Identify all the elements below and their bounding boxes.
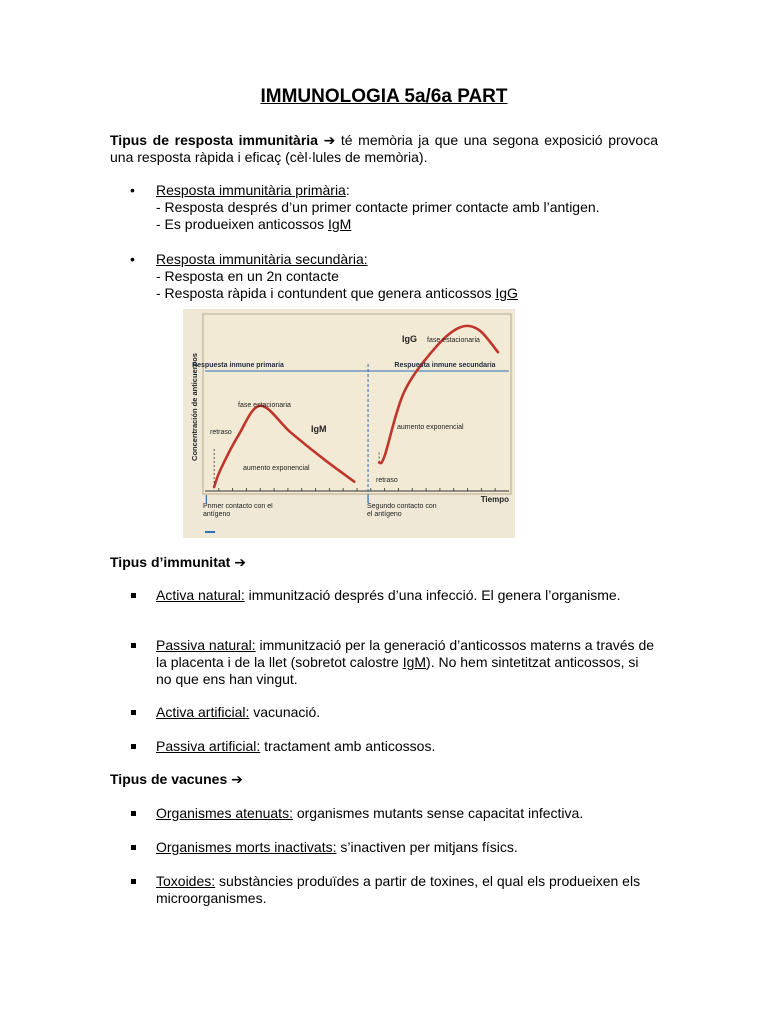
annotation-contact-1: Primer contacto con el antígeno: [203, 503, 273, 518]
arrow-icon: ➔: [234, 554, 246, 570]
item-text: substàncies produïdes a partir de toxines, el qual els produeixen els microorganismes.: [156, 873, 641, 906]
item-text: immunització després d’una infecció. El genera l’organisme.: [244, 587, 621, 603]
antibody-response-chart: [183, 309, 515, 538]
bullet-square-icon: [131, 643, 136, 648]
item-term: Passiva natural:: [156, 637, 256, 653]
annotation-contact-2-wrap: [367, 503, 497, 527]
intro-label: Tipus de resposta immunitària: [110, 132, 318, 148]
page-title: IMMUNOLOGIA 5a/6a PART: [260, 86, 508, 107]
item-term: Activa artificial:: [156, 704, 250, 720]
response-line-prefix: - Es produeixen anticossos: [156, 216, 328, 232]
item-text: organismes mutants sense capacitat infectiva.: [292, 805, 584, 821]
response-heading: Resposta immunitària primària: [156, 182, 346, 198]
annotation-fase-estacionaria-2: fase estacionaria: [427, 337, 480, 344]
intro-text: té memòria ja que una segona exposició provoca una resposta ràpida i eficaç (cèl·lules de memòria).: [110, 132, 659, 165]
response-line: - Resposta en un 2n contacte: [156, 268, 339, 284]
annotation-contact-1-wrap: [203, 503, 333, 527]
bullet-square-icon: [131, 710, 136, 715]
item-term: Organismes atenuats:: [156, 805, 293, 821]
item-term: Activa natural:: [156, 587, 245, 603]
item-text: vacunació.: [249, 704, 321, 720]
section-heading-text: Tipus d’immunitat: [110, 554, 231, 570]
section-heading-vaccines: [110, 771, 658, 788]
x-axis-label: Tiempo: [480, 495, 509, 504]
series-label-igg: IgG: [402, 334, 417, 344]
list-item: [156, 873, 656, 907]
antibody-term: IgG: [495, 285, 518, 301]
item-term: Organismes morts inactivats:: [156, 839, 337, 855]
list-item-secondary-response: [156, 251, 656, 302]
annotation-aumento-1: aumento exponencial: [243, 465, 310, 472]
antibody-term: IgM: [327, 216, 352, 232]
annotation-retraso-2: retraso: [376, 477, 398, 484]
response-heading: Resposta immunitària secundària:: [156, 251, 368, 267]
item-text: s’inactiven per mitjans físics.: [336, 839, 518, 855]
item-text: ). No hem sintetitzat anticossos, si no que ens han vingut.: [156, 654, 639, 687]
response-line-prefix: - Resposta ràpida i contundent que genera anticossos: [156, 285, 496, 301]
section-heading-text: Tipus de vacunes: [110, 771, 228, 787]
list-item-primary-response: [156, 182, 656, 233]
list-item: [156, 587, 656, 604]
antibody-term: IgM: [402, 654, 427, 670]
intro-paragraph: [110, 132, 658, 166]
response-heading-suffix: :: [345, 182, 350, 198]
item-term: Toxoides:: [156, 873, 216, 889]
annotation-contact-2: Segundo contacto con el antígeno: [367, 503, 437, 518]
bullet-square-icon: [131, 744, 136, 749]
chart-svg: [183, 309, 515, 538]
arrow-icon: ➔: [323, 132, 336, 148]
response-line: - Resposta després d’un primer contacte primer contacte amb l’antigen.: [156, 199, 600, 215]
annotation-retraso-1: retraso: [210, 429, 232, 436]
arrow-icon: ➔: [231, 771, 243, 787]
item-text: tractament amb anticossos.: [260, 738, 436, 754]
annotation-fase-estacionaria-1: fase estacionaria: [238, 402, 291, 409]
bullet-square-icon: [131, 879, 136, 884]
section-heading-immunity: [110, 554, 658, 571]
bullet-square-icon: [131, 845, 136, 850]
list-item: [156, 839, 656, 856]
list-item: [156, 637, 656, 688]
bullet-dot-icon: •: [130, 251, 135, 267]
list-item: [156, 704, 656, 721]
list-item: [156, 805, 656, 822]
y-axis-label: Concentración de anticuerpos: [190, 353, 199, 461]
series-label-igm: IgM: [311, 424, 327, 434]
item-text: immunització per la generació d’anticossos materns a través de la placenta i de la llet (sobretot calostre: [156, 637, 655, 670]
item-term: Passiva artificial:: [156, 738, 261, 754]
list-item: [156, 738, 656, 755]
region-label-primary: Respuesta inmune primaria: [192, 362, 284, 369]
legend-mark: [205, 531, 215, 533]
bullet-dot-icon: •: [130, 182, 135, 198]
bullet-square-icon: [131, 811, 136, 816]
bullet-square-icon: [131, 593, 136, 598]
annotation-aumento-2: aumento exponencial: [397, 424, 464, 431]
region-label-secondary: Respuesta inmune secundaria: [394, 362, 496, 369]
